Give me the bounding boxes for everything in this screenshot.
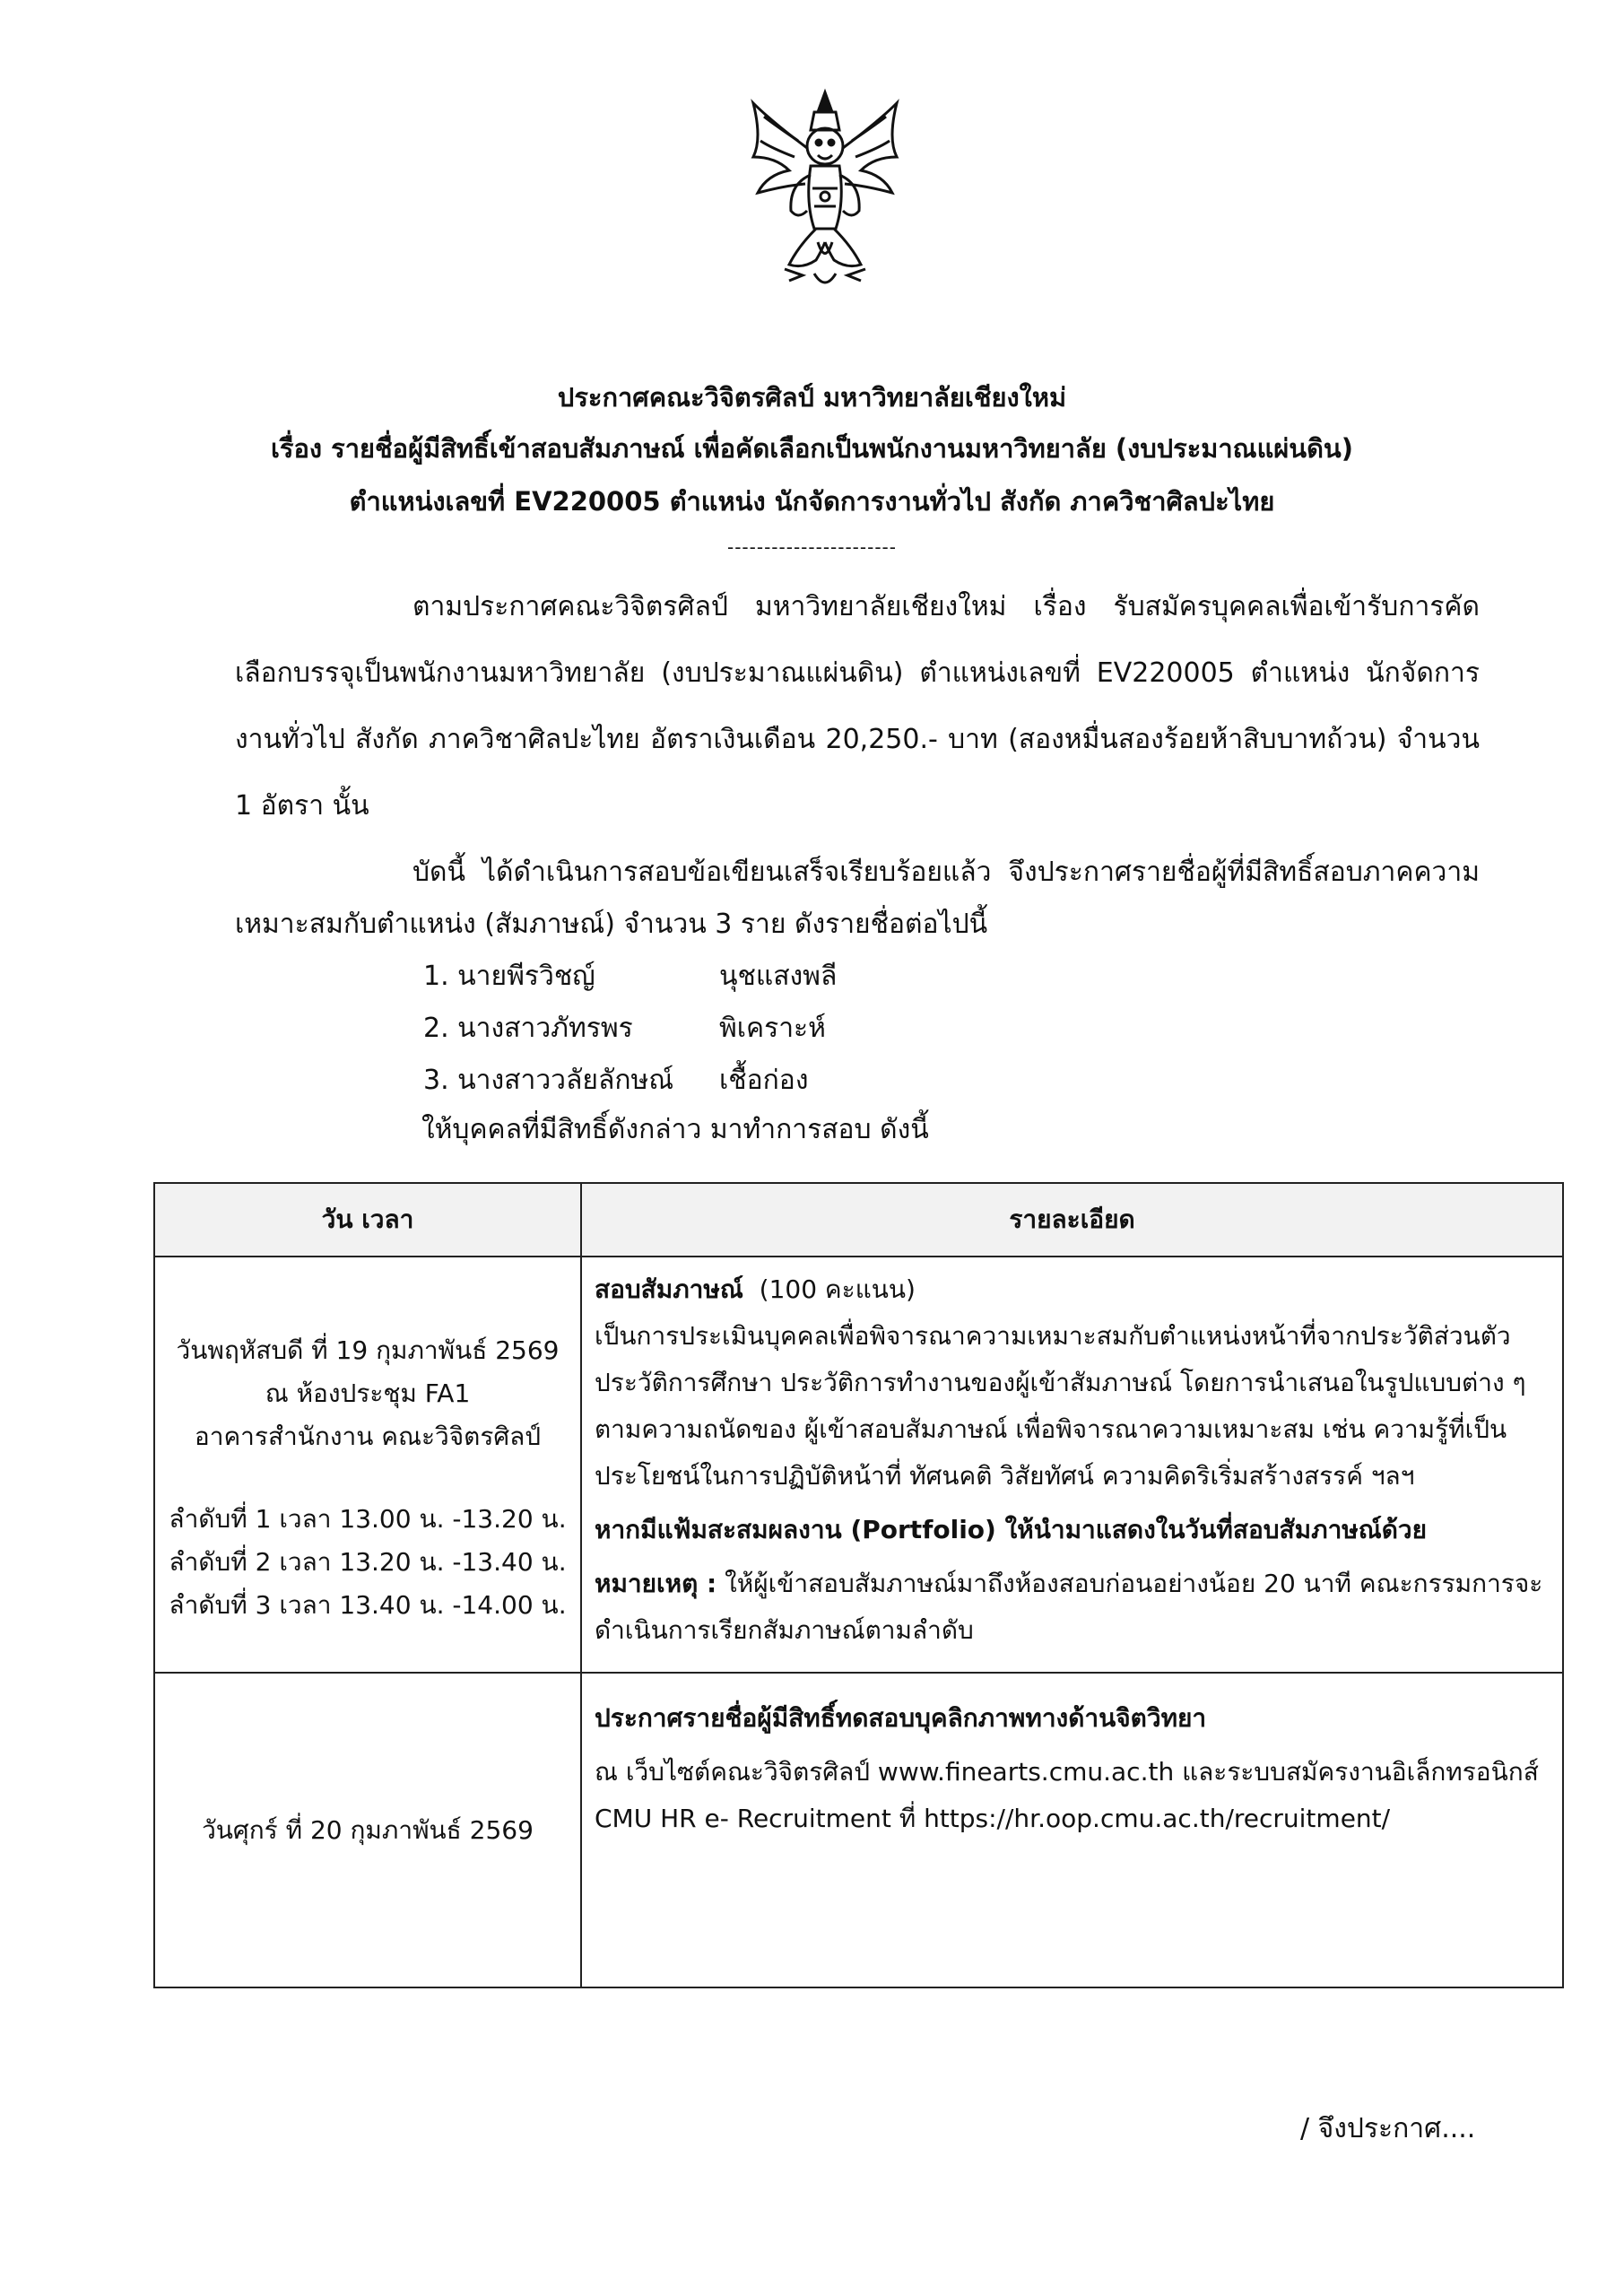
candidate-list: [423, 951, 837, 1107]
row1-building: อาคารสำนักงาน คณะวิจิตรศิลป์: [194, 1422, 542, 1451]
garuda-emblem-icon: [735, 85, 915, 296]
header-date-time: วัน เวลา: [154, 1183, 581, 1257]
announcement-subject: เรื่อง รายชื่อผู้มีสิทธิ์เข้าสอบสัมภาษณ์ เพื่อคัดเลือกเป็นพนักงานมหาวิทยาลัย (งบประมาณแผ่นดิน): [270, 433, 1354, 464]
table-header-row: [154, 1183, 1563, 1257]
candidate-last-name: พิเคราะห์: [719, 1013, 826, 1044]
row1-detail-points: (100 คะแนน): [759, 1274, 916, 1304]
candidate-first-name: 2. นางสาวภัทรพร: [423, 1013, 633, 1044]
row1-slot-1: ลำดับที่ 1 เวลา 13.00 น. -13.20 น.: [169, 1504, 567, 1534]
row2-date: วันศุกร์ ที่ 20 กุมภาพันธ์ 2569: [202, 1814, 534, 1845]
candidate-last-name: นุชแสงพลี: [719, 961, 838, 992]
row1-detail-title: สอบสัมภาษณ์: [595, 1274, 743, 1304]
row1-remark-text: ให้ผู้เข้าสอบสัมภาษณ์มาถึงห้องสอบก่อนอย่างน้อย 20 นาที คณะกรรมการจะดำเนินการเรียกสัมภาษณ์ตามลำดับ: [595, 1569, 1543, 1645]
row1-remark-label: หมายเหตุ :: [595, 1569, 717, 1598]
row2-detail-title: ประกาศรายชื่อผู้มีสิทธิ์ทดสอบบุคลิกภาพทางด้านจิตวิทยา: [595, 1703, 1207, 1733]
row2-date-cell: [154, 1673, 581, 1987]
list-item: [423, 1055, 837, 1107]
list-item: [423, 951, 837, 1003]
row1-detail-text: เป็นการประเมินบุคคลเพื่อพิจารณาความเหมาะสมกับตำแหน่งหน้าที่จากประวัติส่วนตัว ประวัติการศึกษา ประวัติการทำงานของผู้เข้าสัมภาษณ์ โดยการนำเสนอในรูปแบบต่าง ๆ ตามความถนัดของ ผู้เข้าสอบสัมภาษณ์ เพื่อพิจารณาความเหมาะสม เช่น ความรู้ที่เป็นประโยชน์ในการปฏิบัติหน้าที่ ทัศนคติ วิสัยทัศน์ ความคิดริเริ่มสร้างสรรค์ ฯลฯ: [595, 1321, 1526, 1491]
row1-detail-cell: [581, 1257, 1563, 1673]
row1-date: วันพฤหัสบดี ที่ 19 กุมภาพันธ์ 2569: [176, 1335, 560, 1365]
announcement-position: ตำแหน่งเลขที่ EV220005 ตำแหน่ง นักจัดการงานทั่วไป สังกัด ภาควิชาศิลปะไทย: [349, 486, 1275, 517]
call-line: ให้บุคคลที่มีสิทธิ์ดังกล่าว มาทำการสอบ ดังนี้: [421, 1114, 929, 1145]
candidate-last-name: เชื้อก่อง: [719, 1065, 809, 1096]
continue-note: / จึงประกาศ....: [1300, 2113, 1476, 2144]
table-row: [154, 1257, 1563, 1673]
row1-slot-3: ลำดับที่ 3 เวลา 13.40 น. -14.00 น.: [169, 1590, 567, 1620]
row2-detail-cell: [581, 1673, 1563, 1987]
list-item: [423, 1003, 837, 1055]
row1-slot-2: ลำดับที่ 2 เวลา 13.20 น. -13.40 น.: [169, 1547, 567, 1577]
announcement-title: ประกาศคณะวิจิตรศิลป์ มหาวิทยาลัยเชียงใหม่: [557, 382, 1067, 413]
candidate-first-name: 1. นายพีรวิชญ์: [423, 961, 595, 992]
row2-detail-text: ณ เว็บไซต์คณะวิจิตรศิลป์ www.finearts.cmu.ac.th และระบบสมัครงานอิเล็กทรอนิกส์ CMU HR e- Recruitment ที่ https://hr.oop.cmu.ac.th/recruitment/: [595, 1757, 1539, 1833]
title-separator: -----------------------: [727, 536, 897, 558]
table-row: [154, 1673, 1563, 1987]
candidate-first-name: 3. นางสาววลัยลักษณ์: [423, 1065, 674, 1096]
intro-paragraph-text: ตามประกาศคณะวิจิตรศิลป์ มหาวิทยาลัยเชียงใหม่ เรื่อง รับสมัครบุคคลเพื่อเข้ารับการคัดเลือกบรรจุเป็นพนักงานมหาวิทยาลัย (งบประมาณแผ่นดิน) ตำแหน่งเลขที่ EV220005 ตำแหน่ง นักจัดการงานทั่วไป สังกัด ภาควิชาศิลปะไทย อัตราเงินเดือน 20,250.- บาท (สองหมื่นสองร้อยห้าสิบบาทถ้วน) จำนวน 1 อัตรา นั้น: [235, 591, 1480, 822]
announce-paragraph: [235, 847, 1480, 951]
announce-paragraph-text: บัดนี้ ได้ดำเนินการสอบข้อเขียนเสร็จเรียบร้อยแล้ว จึงประกาศรายชื่อผู้ที่มีสิทธิ์สอบภาคความเหมาะสมกับตำแหน่ง (สัมภาษณ์) จำนวน 3 ราย ดังรายชื่อต่อไปนี้: [235, 857, 1480, 940]
schedule-table: [153, 1182, 1564, 1988]
row1-portfolio-note: หากมีแฟ้มสะสมผลงาน (Portfolio) ให้นำมาแสดงในวันที่สอบสัมภาษณ์ด้วย: [595, 1515, 1428, 1544]
row1-date-cell: [154, 1257, 581, 1673]
row1-room: ณ ห้องประชุม FA1: [265, 1378, 471, 1408]
intro-paragraph: [235, 574, 1480, 839]
header-detail: รายละเอียด: [581, 1183, 1563, 1257]
